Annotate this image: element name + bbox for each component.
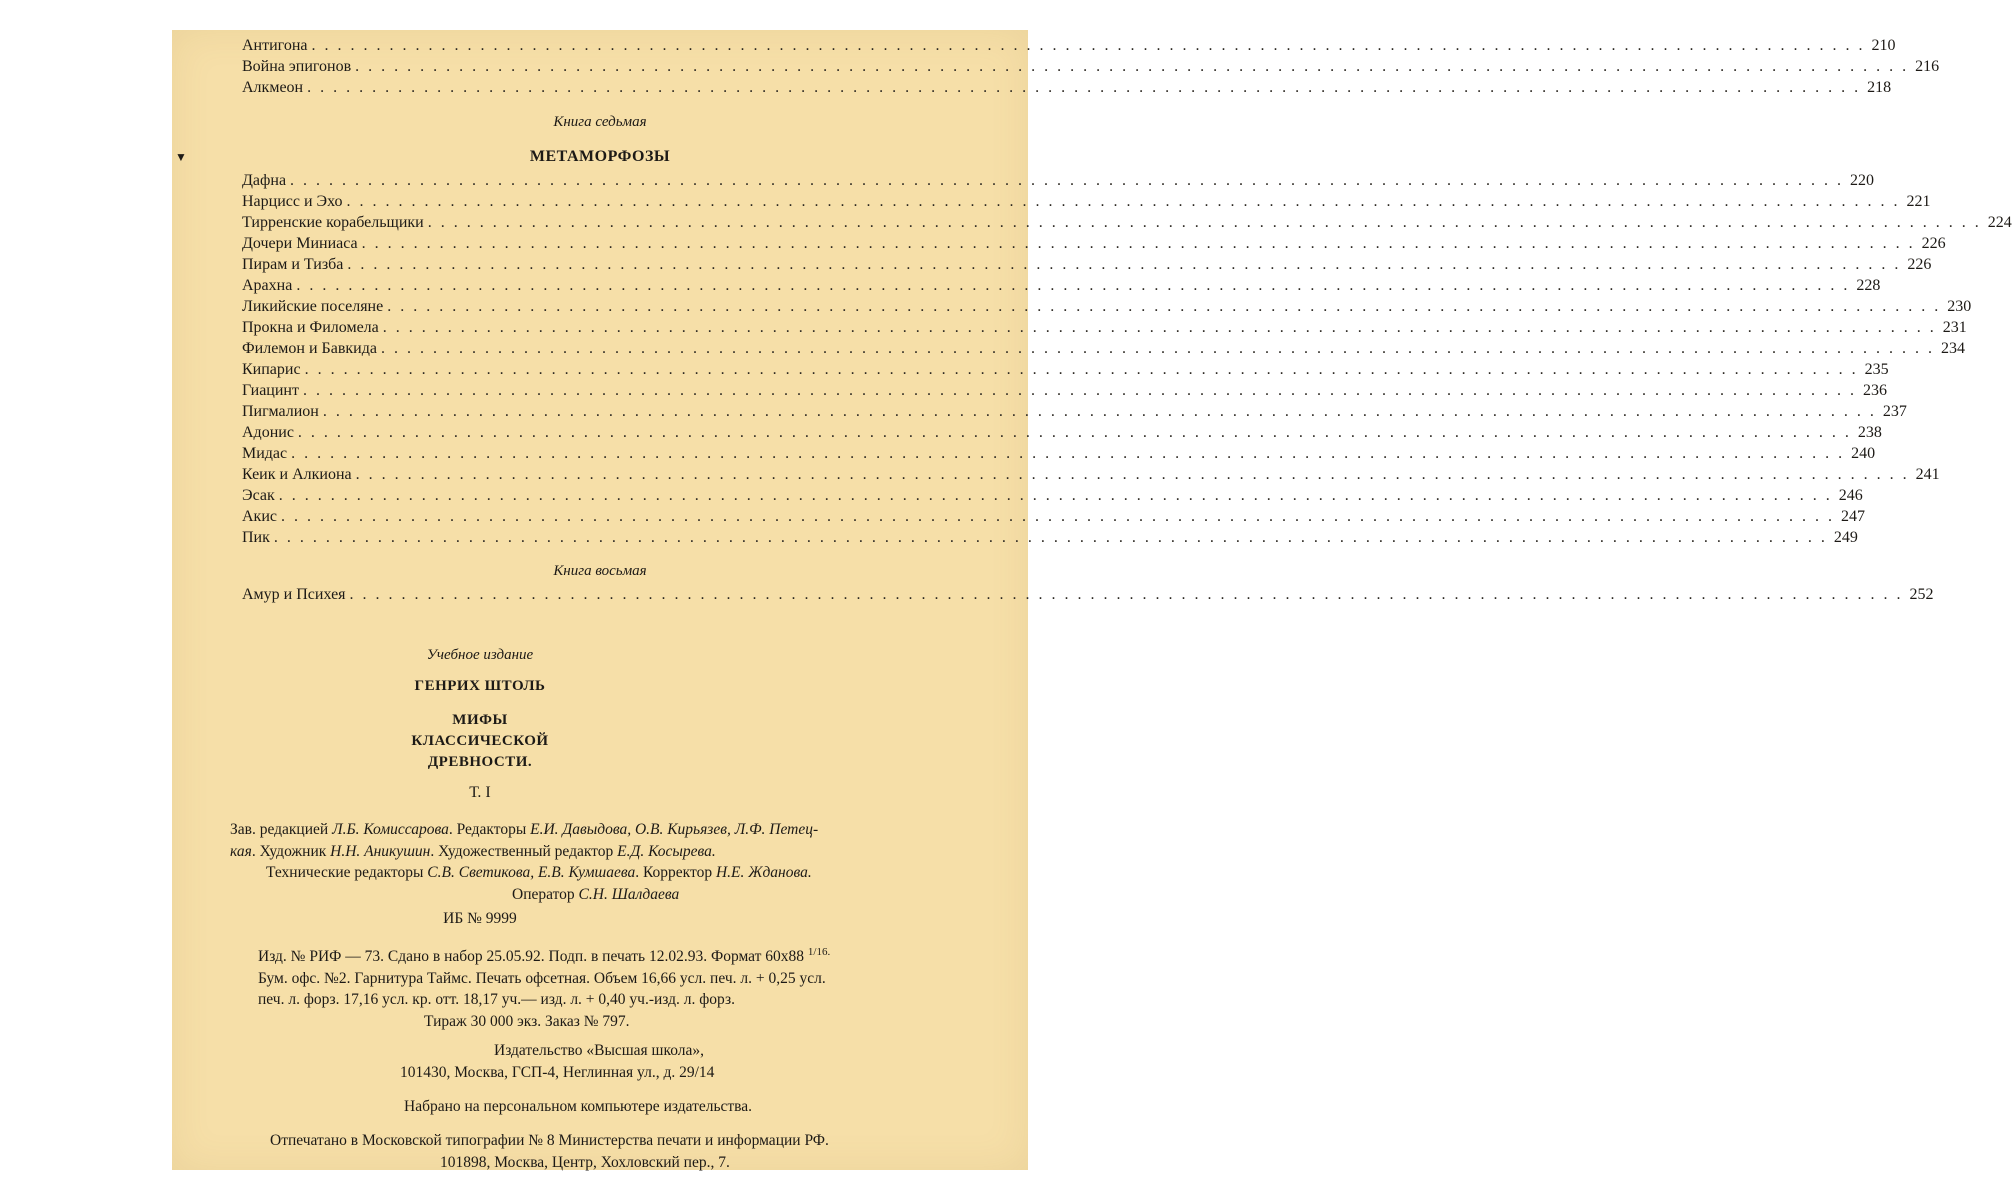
book-eight-label: Книга восьмая <box>553 563 647 579</box>
toc-dot-leader: ........................................................................................................................ <box>347 256 1908 273</box>
toc-entry <box>242 464 1940 485</box>
toc-entry <box>242 275 1881 296</box>
toc-entry-page: 234 <box>1940 340 1965 357</box>
toc-entry-page: 216 <box>1915 58 1940 75</box>
specs-block <box>258 942 1018 1032</box>
specs-line: Изд. № РИФ — 73. Сдано в набор 25.05.92. Подп. в печать 12.02.93. Формат 60х88 $^{1/16.}$ <box>258 946 831 966</box>
toc-entry <box>242 233 1946 254</box>
toc-entry-title: Дочери Миниаса <box>242 235 358 252</box>
toc-entry <box>242 485 1863 506</box>
toc-entry <box>242 191 1931 212</box>
book-title <box>52 710 908 773</box>
toc-entry <box>242 212 2012 233</box>
toc-dot-leader: ........................................................................................................................ <box>291 445 1852 462</box>
toc-dot-leader: ........................................................................................................................ <box>304 361 1865 378</box>
toc-entry <box>242 77 1892 98</box>
toc-entry <box>242 422 1882 443</box>
toc-entry-page: 230 <box>1947 298 1972 315</box>
toc-dot-leader: ........................................................................................................................ <box>355 466 1916 483</box>
toc-entry-page: 226 <box>1921 235 1946 252</box>
specs-line: Тираж 30 000 экз. Заказ № 797. <box>424 1012 630 1030</box>
toc-entry-title: Алкмеон <box>242 79 304 96</box>
toc-section-top <box>242 35 1940 98</box>
toc-entry <box>242 338 1965 359</box>
toc-entry-title: Война эпигонов <box>242 58 352 75</box>
toc-entry-page: 224 <box>1987 214 2012 231</box>
ib-number: ИБ № 9999 <box>443 910 517 927</box>
author-name: ГЕНРИХ ШТОЛЬ <box>414 678 546 694</box>
book-title-line: МИФЫ <box>452 712 508 728</box>
typeset-note: Набрано на персональном компьютере издательства. <box>404 1098 753 1115</box>
publisher-line: 101430, Москва, ГСП-4, Неглинная ул., д. 29/14 <box>400 1064 715 1081</box>
toc-entry-page: 228 <box>1856 277 1881 294</box>
toc-entry-page: 218 <box>1867 79 1892 96</box>
toc-entry-page: 221 <box>1906 193 1931 210</box>
toc-entry-title: Мидас <box>242 445 288 462</box>
format-fraction: 1/16. <box>807 946 831 958</box>
toc-dot-leader: ........................................................................................................................ <box>278 487 1839 504</box>
toc-entry-title: Филемон и Бавкида <box>242 340 377 357</box>
credits-line: Технические редакторы С.В. Светикова, Е.В. Кумшаева. Корректор Н.Е. Жданова. <box>266 864 812 881</box>
toc-entry-page: 249 <box>1833 529 1858 546</box>
toc-entry-page: 252 <box>1909 586 1934 603</box>
book-page <box>172 30 2012 1171</box>
toc-entry-title: Пик <box>242 529 270 546</box>
toc-entry <box>242 506 1865 527</box>
toc-entry-page: 238 <box>1857 424 1882 441</box>
toc-entry <box>242 443 1876 464</box>
printer-line: 101898, Москва, Центр, Хохловский пер., 7. <box>440 1154 730 1171</box>
toc-entry-title: Гиацинт <box>242 382 299 399</box>
toc-dot-leader: ........................................................................................................................ <box>349 586 1910 603</box>
toc-section-book-eight <box>242 584 1934 605</box>
printer-line: Отпечатано в Московской типографии № 8 Министерства печати и информации РФ. <box>270 1132 829 1149</box>
toc-entry <box>242 56 1940 77</box>
toc-entry <box>242 254 1932 275</box>
toc-entry-title: Ликийские поселяне <box>242 298 384 315</box>
toc-entry-title: Адонис <box>242 424 294 441</box>
volume-number: Т. I <box>469 784 491 801</box>
toc-entry-page: 226 <box>1907 256 1932 273</box>
toc-entry-page: 231 <box>1942 319 1967 336</box>
toc-dot-leader: ........................................................................................................................ <box>273 529 1834 546</box>
toc-entry-title: Нарцисс и Эхо <box>242 193 343 210</box>
toc-entry-page: 246 <box>1838 487 1863 504</box>
toc-entry-title: Дафна <box>242 172 287 189</box>
toc-dot-leader: ........................................................................................................................ <box>302 382 1863 399</box>
book-title-line: ДРЕВНОСТИ. <box>427 754 533 770</box>
printer-block <box>270 1130 1040 1174</box>
toc-dot-leader: ........................................................................................................................ <box>296 277 1857 294</box>
toc-dot-leader: ........................................................................................................................ <box>382 319 1943 336</box>
toc-entry <box>242 296 1972 317</box>
book-seven-label: Книга седьмая <box>553 114 647 130</box>
publisher-block <box>400 1040 960 1084</box>
specs-line: Бум. офс. №2. Гарнитура Таймс. Печать офсетная. Объем 16,66 усл. печ. л. + 0,25 усл. <box>258 969 826 987</box>
toc-entry-title: Пигмалион <box>242 403 319 420</box>
toc-dot-leader: ........................................................................................................................ <box>297 424 1858 441</box>
toc-dot-leader: ........................................................................................................................ <box>307 79 1868 96</box>
toc-entry <box>242 359 1889 380</box>
toc-entry <box>242 317 1967 338</box>
toc-dot-leader: ........................................................................................................................ <box>290 172 1851 189</box>
credits-line: кая. Художник Н.Н. Аникушин. Художественный редактор Е.Д. Косырева. <box>230 842 716 860</box>
credits-line: Оператор С.Н. Шалдаева <box>512 885 680 903</box>
toc-dot-leader: ........................................................................................................................ <box>281 508 1841 525</box>
toc-entry-title: Амур и Психея <box>242 586 346 603</box>
toc-entry-title: Эсак <box>242 487 275 504</box>
toc-dot-leader: ........................................................................................................................ <box>322 403 1883 420</box>
toc-entry-title: Тирренские корабельщики <box>242 214 424 231</box>
publisher-line: Издательство «Высшая школа», <box>494 1042 705 1059</box>
toc-entry-title: Антигона <box>242 37 308 54</box>
credits-block <box>230 819 1000 905</box>
credits-line: Зав. редакцией Л.Б. Комиссарова. Редакторы Е.И. Давыдова, О.В. Кирьязев, Л.Ф. Петец- <box>230 821 819 838</box>
toc-entry-page: 241 <box>1915 466 1940 483</box>
book-seven-title: МЕТАМОРФОЗЫ <box>529 148 671 165</box>
toc-entry <box>242 380 1887 401</box>
toc-entry-title: Прокна и Филомела <box>242 319 379 336</box>
toc-entry <box>242 401 1907 422</box>
toc-entry-title: Кипарис <box>242 361 301 378</box>
toc-dot-leader: ........................................................................................................................ <box>361 235 1922 252</box>
toc-dot-leader: ........................................................................................................................ <box>427 214 1988 231</box>
toc-entry-page: 220 <box>1850 172 1875 189</box>
toc-section-book-seven <box>242 170 2012 548</box>
specs-line: печ. л. форз. 17,16 усл. кр. отт. 18,17 уч.— изд. л. + 0,40 уч.-изд. л. форз. <box>258 991 735 1009</box>
toc-entry <box>242 35 1896 56</box>
toc-dot-leader: ........................................................................................................................ <box>355 58 1916 75</box>
toc-entry-page: 237 <box>1882 403 1907 420</box>
toc-entry-title: Пирам и Тизба <box>242 256 344 273</box>
book-title-line: КЛАССИЧЕСКОЙ <box>411 733 549 749</box>
toc-entry-page: 247 <box>1841 508 1865 525</box>
toc-entry <box>242 527 1858 548</box>
toc-entry-page: 240 <box>1851 445 1876 462</box>
margin-mark-icon: ▼ <box>175 150 187 164</box>
toc-dot-leader: ........................................................................................................................ <box>387 298 1948 315</box>
toc-entry-page: 210 <box>1871 37 1896 54</box>
toc-entry <box>242 584 1934 605</box>
toc-entry-page: 236 <box>1862 382 1887 399</box>
toc-entry-title: Акис <box>242 508 277 525</box>
toc-dot-leader: ........................................................................................................................ <box>346 193 1907 210</box>
toc-entry <box>242 170 1875 191</box>
toc-entry-title: Арахна <box>242 277 293 294</box>
toc-dot-leader: ........................................................................................................................ <box>380 340 1941 357</box>
toc-entry-title: Кеик и Алкиона <box>242 466 352 483</box>
toc-entry-page: 235 <box>1864 361 1889 378</box>
edition-type: Учебное издание <box>426 647 534 663</box>
toc-dot-leader: ........................................................................................................................ <box>311 37 1872 54</box>
